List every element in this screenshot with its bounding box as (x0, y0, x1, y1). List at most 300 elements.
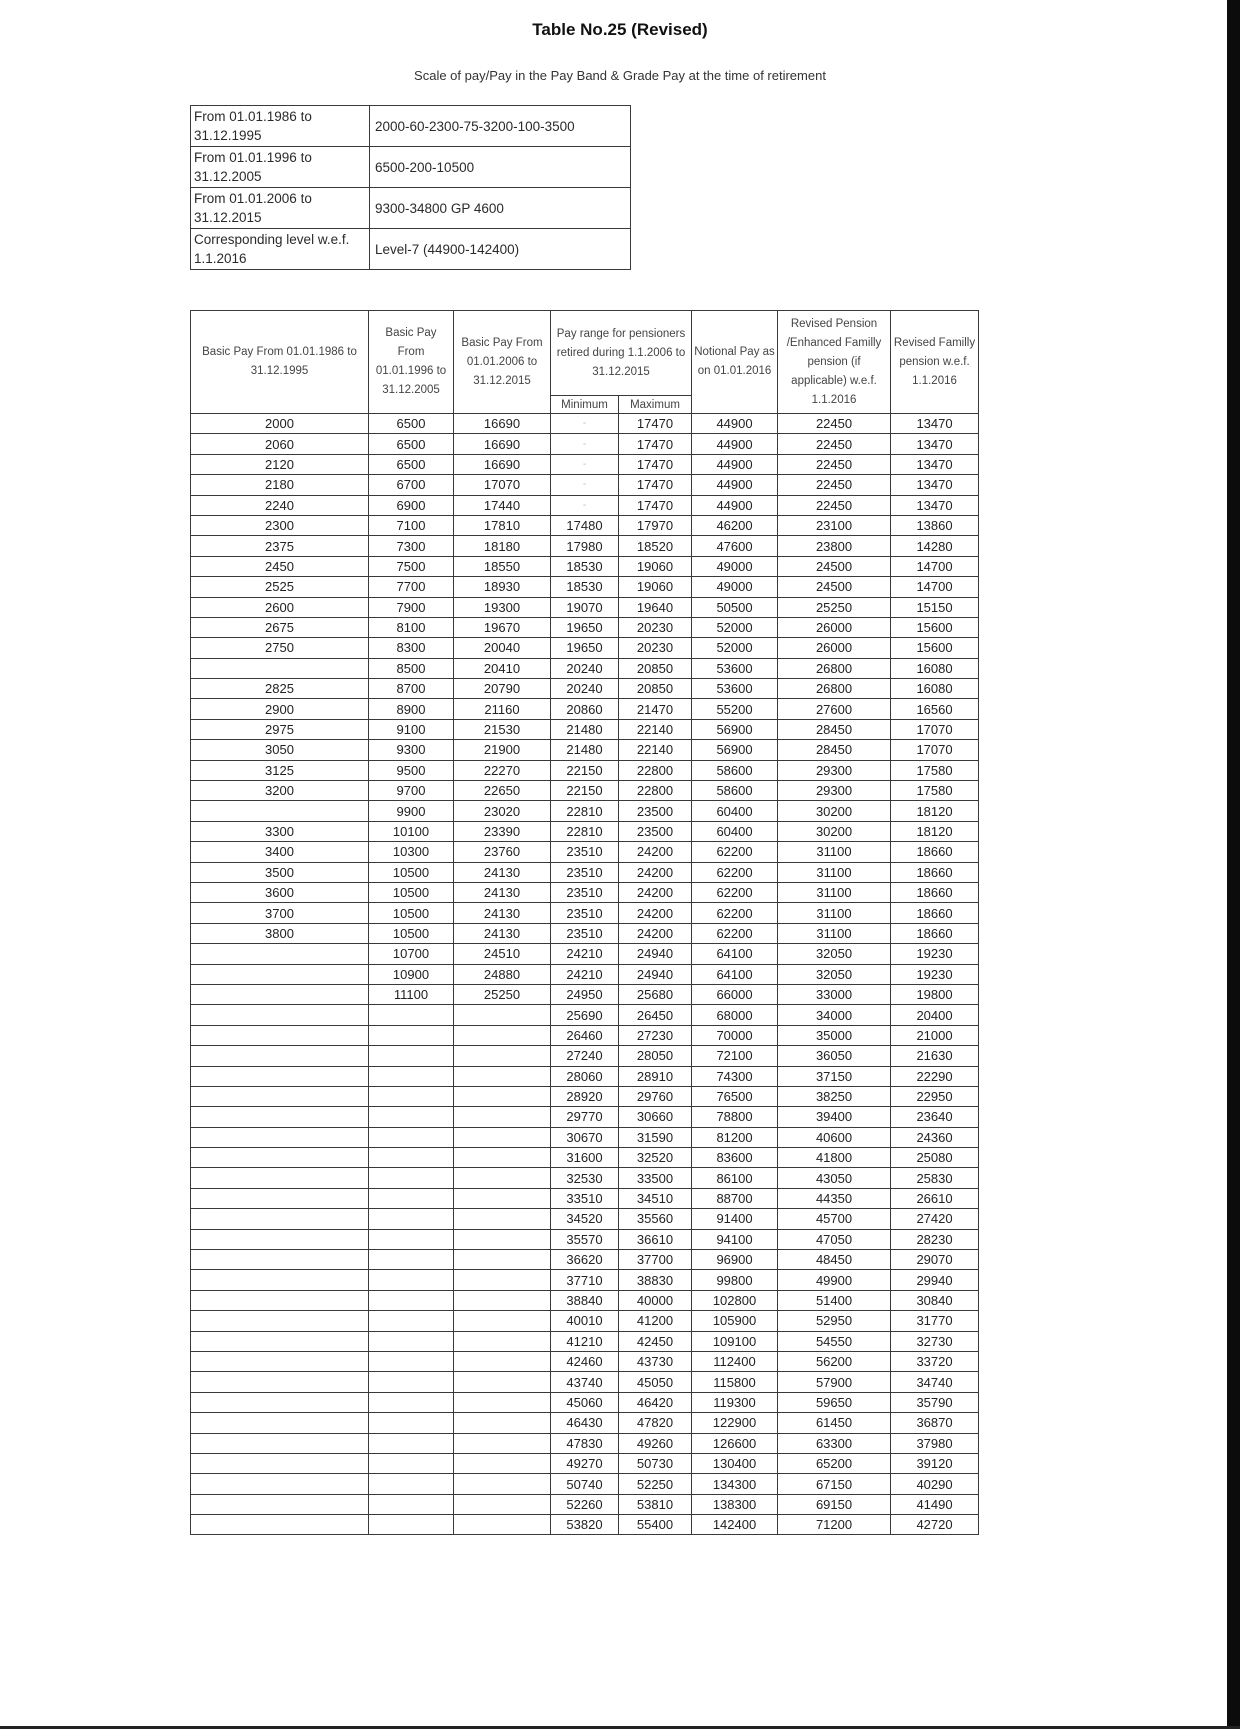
cell-pay-range-min: 42460 (551, 1351, 619, 1371)
cell-notional-pay: 78800 (692, 1107, 778, 1127)
cell-revised-family-pension: 15600 (891, 617, 979, 637)
cell-pay-range-min: - (551, 475, 619, 495)
cell-basic-pay-1986 (191, 1025, 369, 1045)
cell-pay-range-max: 20850 (619, 658, 692, 678)
cell-basic-pay-1986 (191, 1148, 369, 1168)
cell-pay-range-min: 18530 (551, 556, 619, 576)
table-row (191, 577, 979, 597)
cell-basic-pay-1986 (191, 1107, 369, 1127)
table-row (191, 1250, 979, 1270)
cell-basic-pay-1986 (191, 1270, 369, 1290)
cell-revised-family-pension: 28230 (891, 1229, 979, 1249)
cell-revised-family-pension: 17580 (891, 760, 979, 780)
table-row (191, 842, 979, 862)
cell-notional-pay: 119300 (692, 1392, 778, 1412)
cell-basic-pay-2006 (454, 1046, 551, 1066)
cell-revised-family-pension: 27420 (891, 1209, 979, 1229)
table-row (191, 1372, 979, 1392)
cell-revised-pension: 26000 (778, 617, 891, 637)
cell-revised-pension: 22450 (778, 454, 891, 474)
table-row (191, 984, 979, 1004)
cell-basic-pay-1986: 3050 (191, 740, 369, 760)
cell-pay-range-max: 32520 (619, 1148, 692, 1168)
cell-revised-pension: 71200 (778, 1515, 891, 1535)
cell-revised-family-pension: 25830 (891, 1168, 979, 1188)
cell-revised-family-pension: 40290 (891, 1474, 979, 1494)
table-row (191, 1148, 979, 1168)
cell-pay-range-min: 25690 (551, 1005, 619, 1025)
cell-pay-range-min: 23510 (551, 882, 619, 902)
cell-basic-pay-2006: 24510 (454, 944, 551, 964)
cell-revised-pension: 65200 (778, 1453, 891, 1473)
table-row (191, 495, 979, 515)
scale-period: From 01.01.1986 to 31.12.1995 (191, 106, 370, 147)
cell-pay-range-min: 22150 (551, 781, 619, 801)
table-row (191, 923, 979, 943)
cell-revised-family-pension: 42720 (891, 1515, 979, 1535)
cell-basic-pay-1996 (369, 1331, 454, 1351)
table-row (191, 1046, 979, 1066)
cell-pay-range-max: 21470 (619, 699, 692, 719)
cell-pay-range-max: 34510 (619, 1188, 692, 1208)
cell-revised-family-pension: 18660 (891, 862, 979, 882)
cell-basic-pay-2006 (454, 1351, 551, 1371)
cell-basic-pay-2006: 20790 (454, 679, 551, 699)
cell-basic-pay-2006 (454, 1433, 551, 1453)
scale-row (191, 229, 631, 270)
cell-revised-pension: 38250 (778, 1086, 891, 1106)
cell-pay-range-min: 22150 (551, 760, 619, 780)
cell-revised-pension: 59650 (778, 1392, 891, 1412)
pension-revision-table (190, 310, 979, 1535)
header-basic-1986: Basic Pay From 01.01.1986 to 31.12.1995 (191, 311, 369, 414)
table-row (191, 719, 979, 739)
cell-pay-range-max: 17470 (619, 434, 692, 454)
cell-notional-pay: 134300 (692, 1474, 778, 1494)
cell-basic-pay-1996: 6700 (369, 475, 454, 495)
header-basic-2006: Basic Pay From 01.01.2006 to 31.12.2015 (454, 311, 551, 414)
cell-basic-pay-1986 (191, 1005, 369, 1025)
cell-basic-pay-1986 (191, 1351, 369, 1371)
cell-notional-pay: 60400 (692, 801, 778, 821)
cell-basic-pay-1986 (191, 1331, 369, 1351)
cell-basic-pay-2006: 22650 (454, 781, 551, 801)
cell-basic-pay-1986 (191, 1066, 369, 1086)
cell-pay-range-min: 45060 (551, 1392, 619, 1412)
cell-notional-pay: 83600 (692, 1148, 778, 1168)
cell-pay-range-max: 49260 (619, 1433, 692, 1453)
scale-period: From 01.01.2006 to 31.12.2015 (191, 188, 370, 229)
cell-basic-pay-1996: 10500 (369, 903, 454, 923)
cell-basic-pay-2006: 16690 (454, 414, 551, 434)
cell-basic-pay-2006: 23020 (454, 801, 551, 821)
cell-basic-pay-1996: 9500 (369, 760, 454, 780)
cell-basic-pay-2006 (454, 1270, 551, 1290)
cell-basic-pay-1986 (191, 1453, 369, 1473)
cell-basic-pay-1996 (369, 1005, 454, 1025)
cell-pay-range-min: - (551, 434, 619, 454)
cell-revised-pension: 45700 (778, 1209, 891, 1229)
cell-pay-range-min: 20860 (551, 699, 619, 719)
page-subtitle: Scale of pay/Pay in the Pay Band & Grade Pay at the time of retirement (414, 68, 826, 83)
cell-notional-pay: 52000 (692, 617, 778, 637)
cell-revised-family-pension: 26610 (891, 1188, 979, 1208)
cell-pay-range-min: 35570 (551, 1229, 619, 1249)
cell-revised-family-pension: 18660 (891, 842, 979, 862)
cell-basic-pay-1986 (191, 1086, 369, 1106)
cell-pay-range-max: 46420 (619, 1392, 692, 1412)
cell-basic-pay-1986 (191, 1494, 369, 1514)
table-row (191, 556, 979, 576)
cell-revised-pension: 61450 (778, 1413, 891, 1433)
cell-pay-range-min: 43740 (551, 1372, 619, 1392)
cell-basic-pay-2006 (454, 1453, 551, 1473)
cell-pay-range-min: 23510 (551, 842, 619, 862)
cell-notional-pay: 62200 (692, 842, 778, 862)
cell-pay-range-min: 30670 (551, 1127, 619, 1147)
table-row (191, 434, 979, 454)
cell-basic-pay-1986: 2825 (191, 679, 369, 699)
cell-notional-pay: 74300 (692, 1066, 778, 1086)
cell-basic-pay-1996 (369, 1025, 454, 1045)
cell-basic-pay-1986 (191, 1168, 369, 1188)
cell-revised-pension: 69150 (778, 1494, 891, 1514)
cell-pay-range-min: 28060 (551, 1066, 619, 1086)
cell-revised-family-pension: 18120 (891, 821, 979, 841)
table-row (191, 740, 979, 760)
cell-revised-family-pension: 18660 (891, 882, 979, 902)
cell-basic-pay-2006 (454, 1005, 551, 1025)
table-row (191, 699, 979, 719)
cell-pay-range-min: 36620 (551, 1250, 619, 1270)
table-row (191, 515, 979, 535)
cell-revised-family-pension: 14700 (891, 556, 979, 576)
cell-pay-range-max: 17470 (619, 414, 692, 434)
cell-basic-pay-1986 (191, 1474, 369, 1494)
table-row (191, 781, 979, 801)
cell-basic-pay-1986 (191, 1209, 369, 1229)
cell-pay-range-max: 45050 (619, 1372, 692, 1392)
table-row (191, 1086, 979, 1106)
cell-revised-family-pension: 21000 (891, 1025, 979, 1045)
cell-basic-pay-2006 (454, 1209, 551, 1229)
cell-basic-pay-1996 (369, 1413, 454, 1433)
cell-revised-pension: 31100 (778, 903, 891, 923)
cell-basic-pay-1996: 6500 (369, 454, 454, 474)
cell-notional-pay: 44900 (692, 454, 778, 474)
cell-revised-family-pension: 33720 (891, 1351, 979, 1371)
cell-basic-pay-1996: 10500 (369, 882, 454, 902)
cell-revised-pension: 31100 (778, 842, 891, 862)
cell-basic-pay-2006 (454, 1372, 551, 1392)
cell-revised-pension: 31100 (778, 862, 891, 882)
cell-pay-range-max: 17470 (619, 454, 692, 474)
table-row (191, 1066, 979, 1086)
cell-notional-pay: 142400 (692, 1515, 778, 1535)
cell-basic-pay-2006: 19670 (454, 617, 551, 637)
cell-basic-pay-1986 (191, 1413, 369, 1433)
cell-basic-pay-1996 (369, 1229, 454, 1249)
scale-value: 2000-60-2300-75-3200-100-3500 (370, 106, 631, 147)
cell-pay-range-min: 24210 (551, 944, 619, 964)
cell-pay-range-max: 28910 (619, 1066, 692, 1086)
cell-pay-range-max: 24200 (619, 842, 692, 862)
cell-notional-pay: 70000 (692, 1025, 778, 1045)
cell-basic-pay-1996 (369, 1311, 454, 1331)
cell-pay-range-max: 17470 (619, 475, 692, 495)
cell-notional-pay: 60400 (692, 821, 778, 841)
table-row (191, 944, 979, 964)
cell-basic-pay-1996 (369, 1250, 454, 1270)
cell-notional-pay: 62200 (692, 923, 778, 943)
cell-notional-pay: 138300 (692, 1494, 778, 1514)
cell-basic-pay-1996: 10900 (369, 964, 454, 984)
table-row (191, 801, 979, 821)
cell-notional-pay: 76500 (692, 1086, 778, 1106)
cell-pay-range-min: 27240 (551, 1046, 619, 1066)
table-row (191, 1453, 979, 1473)
cell-pay-range-min: 22810 (551, 801, 619, 821)
table-row (191, 1229, 979, 1249)
cell-pay-range-max: 25680 (619, 984, 692, 1004)
cell-pay-range-max: 36610 (619, 1229, 692, 1249)
cell-pay-range-min: 34520 (551, 1209, 619, 1229)
cell-pay-range-min: 49270 (551, 1453, 619, 1473)
cell-basic-pay-2006: 22270 (454, 760, 551, 780)
cell-revised-family-pension: 29940 (891, 1270, 979, 1290)
cell-revised-family-pension: 16080 (891, 679, 979, 699)
cell-basic-pay-1986: 2000 (191, 414, 369, 434)
cell-pay-range-min: - (551, 454, 619, 474)
scale-value: 6500-200-10500 (370, 147, 631, 188)
table-row (191, 475, 979, 495)
cell-pay-range-max: 24200 (619, 862, 692, 882)
cell-notional-pay: 66000 (692, 984, 778, 1004)
cell-notional-pay: 64100 (692, 964, 778, 984)
cell-pay-range-max: 20230 (619, 617, 692, 637)
cell-basic-pay-2006 (454, 1392, 551, 1412)
table-row (191, 1331, 979, 1351)
cell-pay-range-min: 24210 (551, 964, 619, 984)
cell-pay-range-max: 17970 (619, 515, 692, 535)
cell-basic-pay-2006: 25250 (454, 984, 551, 1004)
cell-basic-pay-1996: 7900 (369, 597, 454, 617)
cell-revised-family-pension: 34740 (891, 1372, 979, 1392)
table-row (191, 1188, 979, 1208)
table-row (191, 1351, 979, 1371)
cell-basic-pay-1996 (369, 1209, 454, 1229)
cell-notional-pay: 62200 (692, 903, 778, 923)
cell-basic-pay-1996 (369, 1453, 454, 1473)
cell-revised-family-pension: 19230 (891, 944, 979, 964)
cell-notional-pay: 102800 (692, 1290, 778, 1310)
cell-revised-family-pension: 37980 (891, 1433, 979, 1453)
cell-notional-pay: 53600 (692, 679, 778, 699)
cell-basic-pay-1996 (369, 1494, 454, 1514)
cell-basic-pay-1996 (369, 1351, 454, 1371)
cell-revised-pension: 28450 (778, 740, 891, 760)
cell-pay-range-min: 38840 (551, 1290, 619, 1310)
cell-revised-pension: 29300 (778, 760, 891, 780)
cell-basic-pay-1986: 3800 (191, 923, 369, 943)
cell-revised-family-pension: 30840 (891, 1290, 979, 1310)
cell-pay-range-min: 21480 (551, 719, 619, 739)
table-row (191, 1474, 979, 1494)
table-row (191, 617, 979, 637)
cell-basic-pay-1996: 6500 (369, 414, 454, 434)
cell-pay-range-max: 22800 (619, 781, 692, 801)
cell-basic-pay-2006: 24130 (454, 882, 551, 902)
table-row (191, 1433, 979, 1453)
cell-basic-pay-1996: 7100 (369, 515, 454, 535)
cell-notional-pay: 58600 (692, 760, 778, 780)
cell-revised-pension: 34000 (778, 1005, 891, 1025)
cell-basic-pay-1986: 2450 (191, 556, 369, 576)
cell-basic-pay-1986 (191, 1290, 369, 1310)
cell-basic-pay-1996: 9700 (369, 781, 454, 801)
table-row (191, 821, 979, 841)
cell-basic-pay-1986 (191, 658, 369, 678)
cell-basic-pay-1986: 2300 (191, 515, 369, 535)
cell-pay-range-max: 33500 (619, 1168, 692, 1188)
cell-notional-pay: 55200 (692, 699, 778, 719)
cell-basic-pay-2006: 24130 (454, 862, 551, 882)
cell-pay-range-min: 22810 (551, 821, 619, 841)
cell-revised-pension: 51400 (778, 1290, 891, 1310)
cell-revised-pension: 40600 (778, 1127, 891, 1147)
header-pay-range: Pay range for pensioners retired during 1.1.2006 to 31.12.2015 (551, 311, 692, 396)
cell-revised-pension: 31100 (778, 882, 891, 902)
cell-basic-pay-2006: 21900 (454, 740, 551, 760)
cell-basic-pay-1996 (369, 1086, 454, 1106)
cell-revised-pension: 23100 (778, 515, 891, 535)
cell-revised-pension: 30200 (778, 801, 891, 821)
cell-notional-pay: 49000 (692, 577, 778, 597)
cell-pay-range-min: 29770 (551, 1107, 619, 1127)
cell-notional-pay: 62200 (692, 862, 778, 882)
cell-notional-pay: 91400 (692, 1209, 778, 1229)
cell-pay-range-max: 50730 (619, 1453, 692, 1473)
cell-revised-family-pension: 22290 (891, 1066, 979, 1086)
cell-notional-pay: 56900 (692, 719, 778, 739)
cell-basic-pay-1986 (191, 1046, 369, 1066)
cell-revised-family-pension: 16560 (891, 699, 979, 719)
cell-revised-family-pension: 32730 (891, 1331, 979, 1351)
cell-pay-range-max: 31590 (619, 1127, 692, 1147)
cell-notional-pay: 44900 (692, 414, 778, 434)
scale-period: Corresponding level w.e.f. 1.1.2016 (191, 229, 370, 270)
cell-revised-family-pension: 20400 (891, 1005, 979, 1025)
table-row (191, 1005, 979, 1025)
cell-basic-pay-1996: 8500 (369, 658, 454, 678)
cell-pay-range-min: 32530 (551, 1168, 619, 1188)
cell-notional-pay: 64100 (692, 944, 778, 964)
cell-pay-range-max: 38830 (619, 1270, 692, 1290)
cell-revised-family-pension: 22950 (891, 1086, 979, 1106)
cell-pay-range-min: 40010 (551, 1311, 619, 1331)
cell-basic-pay-1996: 7700 (369, 577, 454, 597)
cell-notional-pay: 50500 (692, 597, 778, 617)
cell-basic-pay-2006: 19300 (454, 597, 551, 617)
cell-pay-range-max: 28050 (619, 1046, 692, 1066)
cell-basic-pay-1986 (191, 801, 369, 821)
cell-revised-pension: 22450 (778, 434, 891, 454)
cell-revised-family-pension: 13470 (891, 495, 979, 515)
cell-basic-pay-1996 (369, 1046, 454, 1066)
cell-basic-pay-1996: 6900 (369, 495, 454, 515)
cell-basic-pay-1996 (369, 1066, 454, 1086)
cell-pay-range-min: 21480 (551, 740, 619, 760)
cell-basic-pay-2006 (454, 1086, 551, 1106)
scale-row (191, 106, 631, 147)
cell-revised-family-pension: 39120 (891, 1453, 979, 1473)
table-row (191, 1209, 979, 1229)
cell-pay-range-max: 23500 (619, 801, 692, 821)
cell-basic-pay-1996: 9300 (369, 740, 454, 760)
cell-basic-pay-1986: 3125 (191, 760, 369, 780)
cell-basic-pay-1986: 2120 (191, 454, 369, 474)
cell-basic-pay-1986: 2900 (191, 699, 369, 719)
table-row (191, 1494, 979, 1514)
cell-basic-pay-1986: 2600 (191, 597, 369, 617)
header-notional-pay: Notional Pay as on 01.01.2016 (692, 311, 778, 414)
cell-basic-pay-1986: 3200 (191, 781, 369, 801)
cell-revised-pension: 35000 (778, 1025, 891, 1045)
cell-revised-pension: 25250 (778, 597, 891, 617)
cell-basic-pay-2006 (454, 1474, 551, 1494)
cell-notional-pay: 44900 (692, 475, 778, 495)
table-row (191, 1413, 979, 1433)
cell-basic-pay-1996: 8100 (369, 617, 454, 637)
table-row (191, 1168, 979, 1188)
table-row (191, 414, 979, 434)
cell-revised-pension: 67150 (778, 1474, 891, 1494)
cell-basic-pay-1986 (191, 1392, 369, 1412)
cell-basic-pay-1996 (369, 1107, 454, 1127)
cell-revised-pension: 32050 (778, 944, 891, 964)
cell-basic-pay-1986 (191, 1250, 369, 1270)
page-title: Table No.25 (Revised) (532, 20, 708, 39)
header-maximum: Maximum (619, 396, 692, 414)
cell-pay-range-min: 17980 (551, 536, 619, 556)
cell-basic-pay-2006: 24130 (454, 923, 551, 943)
table-row (191, 454, 979, 474)
table-row (191, 679, 979, 699)
scale-row (191, 188, 631, 229)
cell-basic-pay-1996: 10500 (369, 862, 454, 882)
cell-revised-family-pension: 41490 (891, 1494, 979, 1514)
cell-basic-pay-2006 (454, 1148, 551, 1168)
cell-pay-range-min: 23510 (551, 903, 619, 923)
cell-basic-pay-2006 (454, 1107, 551, 1127)
table-row (191, 1270, 979, 1290)
cell-notional-pay: 56900 (692, 740, 778, 760)
cell-pay-range-max: 26450 (619, 1005, 692, 1025)
cell-basic-pay-2006: 20040 (454, 638, 551, 658)
cell-pay-range-min: 19070 (551, 597, 619, 617)
table-row (191, 638, 979, 658)
cell-pay-range-max: 22140 (619, 719, 692, 739)
cell-pay-range-max: 24200 (619, 903, 692, 923)
cell-basic-pay-1996: 7300 (369, 536, 454, 556)
table-row (191, 1515, 979, 1535)
cell-basic-pay-2006 (454, 1066, 551, 1086)
cell-revised-pension: 23800 (778, 536, 891, 556)
cell-basic-pay-2006: 21530 (454, 719, 551, 739)
cell-revised-family-pension: 13470 (891, 414, 979, 434)
cell-notional-pay: 58600 (692, 781, 778, 801)
table-row (191, 862, 979, 882)
